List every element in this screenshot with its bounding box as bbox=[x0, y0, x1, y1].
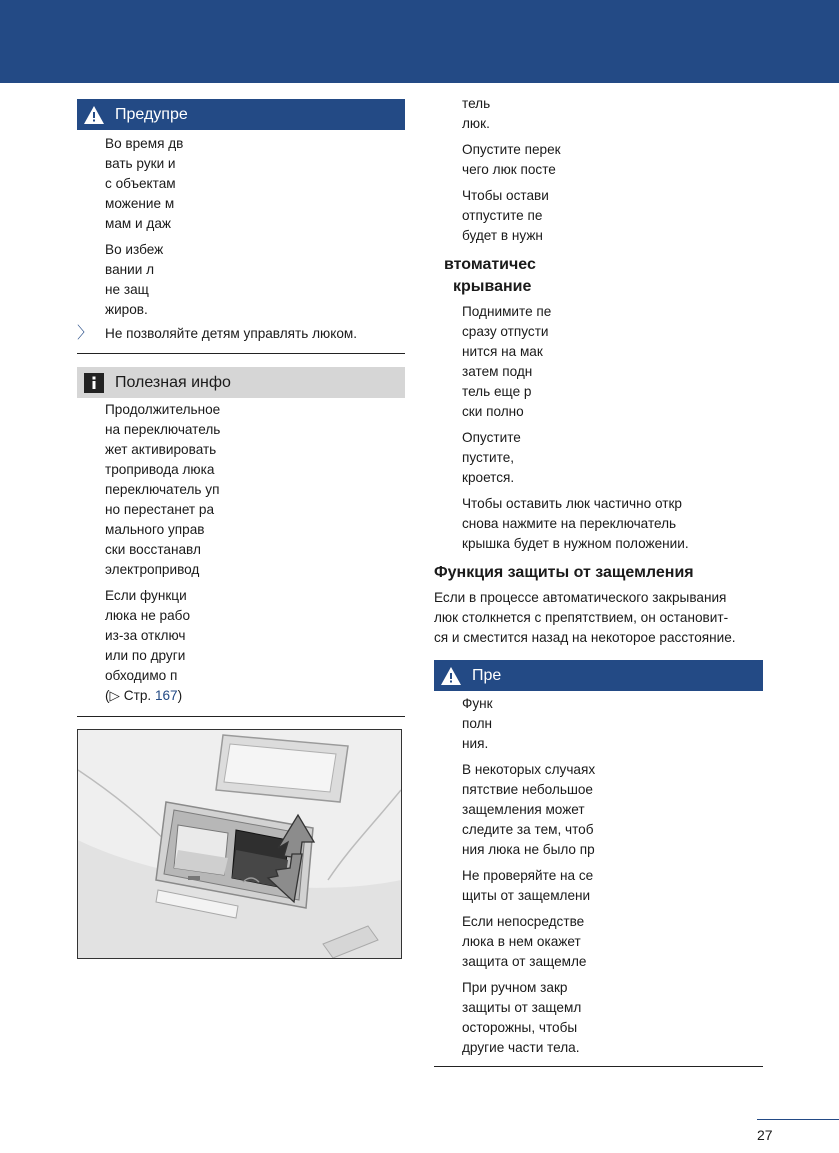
text-line: ски полно bbox=[462, 404, 524, 419]
text-line: обходимо п bbox=[105, 668, 178, 683]
text-line: будет в нужн bbox=[462, 228, 543, 243]
text-line: электропривод bbox=[105, 562, 200, 577]
text-line: люка не рабо bbox=[105, 608, 191, 623]
text-line: другие части тела. bbox=[462, 1040, 580, 1055]
text-line: люк. bbox=[462, 116, 490, 131]
page-number: 27 bbox=[757, 1127, 773, 1143]
text-line: Если непосредстве bbox=[462, 914, 585, 929]
text-line: но перестанет ра bbox=[105, 502, 215, 517]
warning-triangle-icon bbox=[83, 104, 105, 126]
info-header bbox=[77, 367, 405, 398]
text-line: Поднимите пе bbox=[462, 304, 552, 319]
auto-text bbox=[434, 302, 763, 554]
text-line: мального управ bbox=[105, 522, 205, 537]
subheading-auto-line1: втоматичес bbox=[444, 256, 536, 273]
text-line: чего люк посте bbox=[462, 162, 556, 177]
text-line: вать руки и bbox=[105, 156, 176, 171]
text-line: Опустите bbox=[462, 430, 521, 445]
text-line: отпустите пе bbox=[462, 208, 543, 223]
warning-triangle-icon bbox=[440, 665, 462, 687]
text-line: не защ bbox=[105, 282, 149, 297]
page-reference bbox=[105, 686, 405, 706]
text-line: крышка будет в нужном положении. bbox=[462, 536, 689, 551]
info-icon bbox=[83, 372, 105, 394]
text-line: жет активировать bbox=[105, 442, 217, 457]
ref-open-paren: ( bbox=[105, 688, 110, 703]
text-line: люка в нем окажет bbox=[462, 934, 581, 949]
text-line: снова нажмите на переключатель bbox=[462, 516, 677, 531]
text-line: тропривода люка bbox=[105, 462, 215, 477]
text-line: В некоторых случаях bbox=[462, 762, 596, 777]
text-line: вании л bbox=[105, 262, 155, 277]
text-line: тель еще р bbox=[462, 384, 532, 399]
text-line: можение м bbox=[105, 196, 175, 211]
header-band bbox=[0, 0, 839, 83]
text-line: или по други bbox=[105, 648, 186, 663]
text-line: на переключатель bbox=[105, 422, 221, 437]
info-title: Полезная инфо bbox=[115, 373, 231, 391]
section-title: Функция защиты от защемления bbox=[434, 564, 694, 581]
text-line: нится на мак bbox=[462, 344, 543, 359]
ref-close-paren: ) bbox=[177, 688, 183, 703]
bullet-item bbox=[77, 324, 405, 344]
text-line: щиты от защемлени bbox=[462, 888, 591, 903]
divider bbox=[77, 716, 405, 717]
text-line: ся и сместится назад на некоторое расстояние. bbox=[434, 630, 736, 645]
warning-title: Предупре bbox=[115, 105, 188, 123]
reference-arrow-icon: ▷ bbox=[109, 688, 120, 703]
text-line: затем подн bbox=[462, 364, 533, 379]
left-column bbox=[77, 99, 405, 717]
text-line: Если в процессе автоматического закрывания bbox=[434, 590, 727, 605]
warning-header bbox=[434, 660, 763, 691]
text-line: сразу отпусти bbox=[462, 324, 549, 339]
text-line: Чтобы остави bbox=[462, 188, 549, 203]
text-line: Во избеж bbox=[105, 242, 164, 257]
ref-label: Стр. bbox=[120, 688, 155, 703]
text-line: следите за тем, чтоб bbox=[462, 822, 594, 837]
page-link[interactable]: 167 bbox=[154, 688, 178, 703]
warning-header bbox=[77, 99, 405, 130]
text-line: Если функци bbox=[105, 588, 187, 603]
text-line: Чтобы оставить люк частично откр bbox=[462, 496, 682, 511]
text-line: При ручном закр bbox=[462, 980, 568, 995]
warning-body bbox=[434, 694, 763, 1058]
text-line: Во время дв bbox=[105, 136, 184, 151]
section-text bbox=[434, 588, 763, 648]
right-column bbox=[434, 94, 763, 1067]
text-line: тель bbox=[462, 96, 491, 111]
text-line: Продолжительное bbox=[105, 402, 221, 417]
warning-title: Пре bbox=[472, 666, 502, 684]
sunroof-switch-illustration bbox=[77, 729, 402, 959]
divider bbox=[77, 353, 405, 354]
text-line: защемления может bbox=[462, 802, 585, 817]
text-line: осторожны, чтобы bbox=[462, 1020, 578, 1035]
warning-body bbox=[77, 134, 405, 320]
text-line: жиров. bbox=[105, 302, 148, 317]
page-number-rule bbox=[757, 1119, 839, 1120]
text-line: ния люка не было пр bbox=[462, 842, 595, 857]
text-line: пятствие небольшое bbox=[462, 782, 593, 797]
text-line: Опустите перек bbox=[462, 142, 561, 157]
text-line: защиты от защемл bbox=[462, 1000, 582, 1015]
text-line: из-за отключ bbox=[105, 628, 186, 643]
text-line: ски восстанавл bbox=[105, 542, 201, 557]
text-line: с объектам bbox=[105, 176, 176, 191]
text-line: пустите, bbox=[462, 450, 515, 465]
subheading-auto-line2: крывание bbox=[453, 278, 532, 295]
text-line: мам и даж bbox=[105, 216, 171, 231]
bullet-text: Не позволяйте детям управлять люком. bbox=[105, 326, 358, 341]
text-line: переключатель уп bbox=[105, 482, 220, 497]
text-line: защита от защемле bbox=[462, 954, 587, 969]
text-line: кроется. bbox=[462, 470, 515, 485]
chevron-right-icon: 〉 bbox=[77, 325, 94, 342]
continued-text bbox=[434, 94, 763, 246]
info-body bbox=[77, 400, 405, 706]
text-line: полн bbox=[462, 716, 493, 731]
text-line: ния. bbox=[462, 736, 489, 751]
text-line: Функ bbox=[462, 696, 493, 711]
text-line: Не проверяйте на се bbox=[462, 868, 594, 883]
divider bbox=[434, 1066, 763, 1067]
text-line: люк столкнется с препятствием, он остановит- bbox=[434, 610, 729, 625]
